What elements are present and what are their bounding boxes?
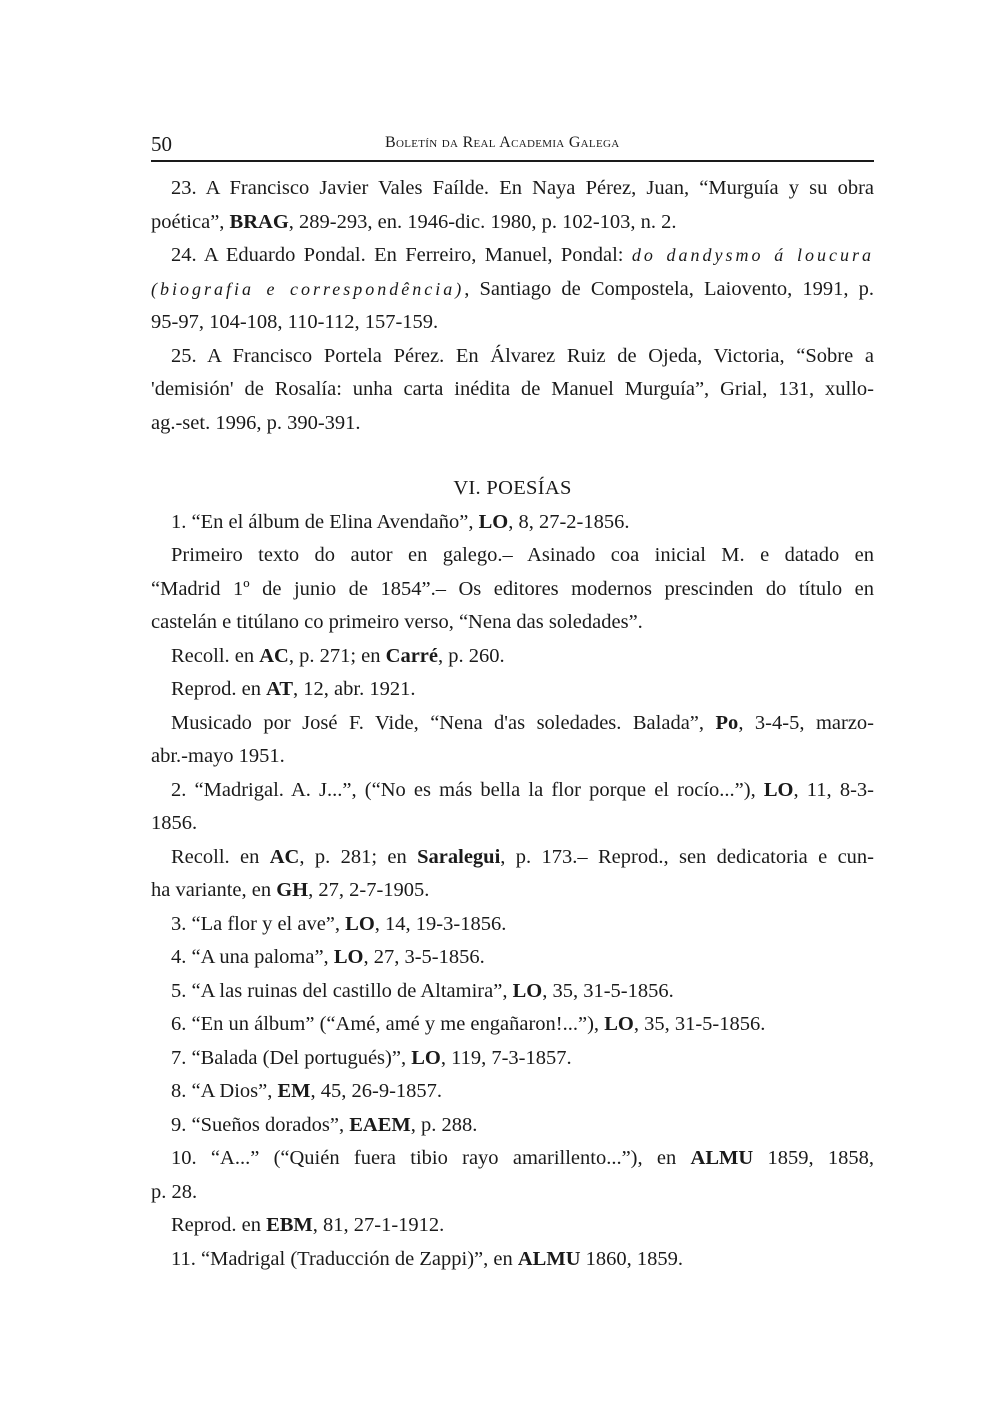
poem-1-note-line-2: “Madrid 1º de junio de 1854”.– Os editores modernos prescinden do título en [151, 577, 874, 600]
entry-25-line-3: ag.-set. 1996, p. 390-391. [151, 411, 361, 434]
poem-7: 7. “Balada (Del portugués)”, LO, 119, 7-3-1857. [171, 1046, 572, 1069]
page-number: 50 [151, 132, 172, 156]
entry-25-line-2: 'demisión' de Rosalía: unha carta inédita de Manuel Murguía”, Grial, 131, xullo- [151, 378, 874, 400]
poem-11: 11. “Madrigal (Traducción de Zappi)”, en ALMU 1860, 1859. [171, 1247, 684, 1270]
poem-10-line-1: 10. “A...” (“Quién fuera tibio rayo amarillento...”), en ALMU 1859, 1858, [171, 1147, 875, 1169]
entry-23-line-2: poética”, BRAG, 289-293, en. 1946-dic. 1980, p. 102-103, n. 2. [151, 210, 677, 233]
poem-1-recoll: Recoll. en AC, p. 271; en Carré, p. 260. [171, 644, 505, 667]
entry-24-line-3: 95-97, 104-108, 110-112, 157-159. [151, 311, 439, 333]
poem-1-music-line-1: Musicado por José F. Vide, “Nena d'as soledades. Balada”, Po, 3-4-5, marzo- [171, 711, 875, 734]
page-content [151, 172, 874, 1276]
poem-1-reprod: Reprod. en AT, 12, abr. 1921. [171, 678, 416, 700]
poem-10-line-2: p. 28. [151, 1180, 198, 1203]
poem-2-line-2: 1856. [151, 812, 198, 834]
poem-1-note-line-1: Primeiro texto do autor en galego.– Asinado coa inicial M. e datado en [171, 544, 874, 566]
poem-2-line-1: 2. “Madrigal. A. J...”, (“No es más bella la flor porque el rocío...”), LO, 11, 8-3- [171, 778, 874, 801]
poem-2-recoll-line-1: Recoll. en AC, p. 281; en Saralegui, p. 173.– Reprod., sen dedicatoria e cun- [171, 845, 874, 868]
poem-3: 3. “La flor y el ave”, LO, 14, 19-3-1856. [171, 912, 507, 935]
poem-5: 5. “A las ruinas del castillo de Altamira”, LO, 35, 31-5-1856. [171, 979, 674, 1002]
poem-9: 9. “Sueños dorados”, EAEM, p. 288. [171, 1113, 478, 1136]
poem-1-note-line-3: castelán e titúlano co primeiro verso, “Nena das soledades”. [151, 611, 643, 633]
running-header [151, 126, 874, 162]
poem-2-recoll-line-2: ha variante, en GH, 27, 2-7-1905. [151, 879, 430, 901]
entry-24-line-2: (biografia e correspondência), Santiago de Compostela, Laiovento, 1991, p. [151, 277, 874, 300]
poem-8: 8. “A Dios”, EM, 45, 26-9-1857. [171, 1080, 443, 1102]
poem-10-reprod: Reprod. en EBM, 81, 27-1-1912. [171, 1214, 445, 1236]
document-page [151, 126, 874, 1276]
poem-6: 6. “En un álbum” (“Amé, amé y me engañaron!...”), LO, 35, 31-5-1856. [171, 1013, 766, 1035]
entry-23-line-1: 23. A Francisco Javier Vales Faílde. En Naya Pérez, Juan, “Murguía y su obra [171, 177, 874, 199]
entry-25-line-1: 25. A Francisco Portela Pérez. En Álvarez Ruiz de Ojeda, Victoria, “Sobre a [171, 344, 874, 367]
section-heading: VI. POESÍAS [453, 477, 572, 499]
journal-title: Boletín da Real Academia Galega [385, 134, 620, 151]
poem-4: 4. “A una paloma”, LO, 27, 3-5-1856. [171, 946, 485, 968]
poem-1: 1. “En el álbum de Elina Avendaño”, LO, 8, 27-2-1856. [171, 510, 630, 533]
poem-1-music-line-2: abr.-mayo 1951. [151, 745, 285, 767]
entry-24-line-1: 24. A Eduardo Pondal. En Ferreiro, Manuel, Pondal: do dandysmo á loucura [171, 244, 874, 266]
